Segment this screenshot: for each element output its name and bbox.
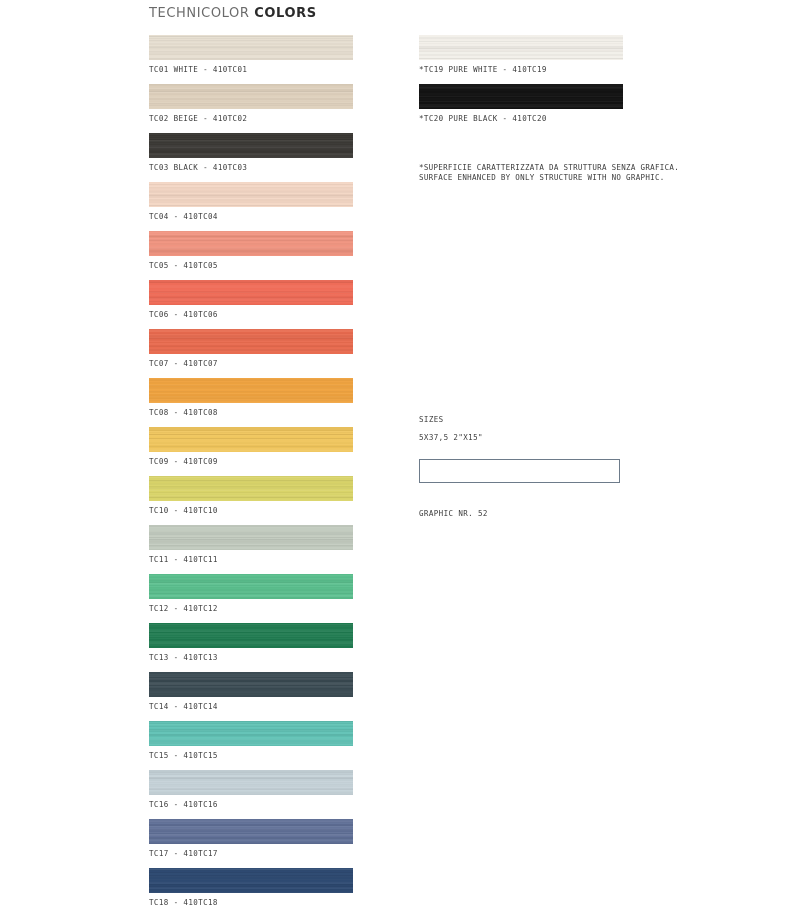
wood-grain-texture: [149, 476, 353, 501]
color-swatch[interactable]: [419, 84, 623, 109]
wood-grain-texture: [149, 378, 353, 403]
swatch-label: TC03 BLACK - 410TC03: [149, 163, 248, 172]
wood-grain-texture: [149, 427, 353, 452]
color-swatch[interactable]: [419, 35, 623, 60]
swatch-label: TC01 WHITE - 410TC01: [149, 65, 248, 74]
wood-grain-texture: [149, 672, 353, 697]
size-preview-box: [419, 459, 620, 483]
swatch-item[interactable]: [149, 819, 353, 868]
swatch-label: TC14 - 410TC14: [149, 702, 218, 711]
color-swatch[interactable]: [149, 476, 353, 501]
wood-grain-texture: [149, 868, 353, 893]
color-swatch[interactable]: [149, 35, 353, 60]
swatch-item[interactable]: [149, 280, 353, 329]
swatch-label: TC16 - 410TC16: [149, 800, 218, 809]
swatch-item[interactable]: [149, 476, 353, 525]
wood-grain-texture: [149, 721, 353, 746]
swatch-label: TC13 - 410TC13: [149, 653, 218, 662]
swatch-item[interactable]: [149, 378, 353, 427]
footnote-line-2: SURFACE ENHANCED BY ONLY STRUCTURE WITH NO GRAPHIC.: [419, 173, 665, 182]
left-swatch-column: [149, 35, 353, 917]
swatch-item[interactable]: [149, 133, 353, 182]
page-title-light: TECHNICOLOR: [149, 6, 255, 21]
swatch-item[interactable]: [149, 770, 353, 819]
swatch-label: TC06 - 410TC06: [149, 310, 218, 319]
swatch-label: TC08 - 410TC08: [149, 408, 218, 417]
color-swatch[interactable]: [149, 280, 353, 305]
swatch-label: TC07 - 410TC07: [149, 359, 218, 368]
wood-grain-texture: [419, 84, 623, 109]
wood-grain-texture: [149, 623, 353, 648]
color-swatch[interactable]: [149, 623, 353, 648]
swatch-item[interactable]: [419, 84, 623, 133]
swatch-label: TC04 - 410TC04: [149, 212, 218, 221]
swatch-item[interactable]: [149, 721, 353, 770]
page-title-bold: COLORS: [254, 6, 317, 21]
swatch-label: *TC19 PURE WHITE - 410TC19: [419, 65, 547, 74]
color-swatch[interactable]: [149, 525, 353, 550]
swatch-item[interactable]: [149, 84, 353, 133]
swatch-item[interactable]: [149, 427, 353, 476]
wood-grain-texture: [149, 231, 353, 256]
color-swatch[interactable]: [149, 84, 353, 109]
swatch-item[interactable]: [149, 231, 353, 280]
wood-grain-texture: [419, 35, 623, 60]
wood-grain-texture: [149, 84, 353, 109]
wood-grain-texture: [149, 35, 353, 60]
swatch-item[interactable]: [149, 574, 353, 623]
wood-grain-texture: [149, 574, 353, 599]
swatch-label: TC05 - 410TC05: [149, 261, 218, 270]
swatch-label: TC15 - 410TC15: [149, 751, 218, 760]
color-swatch[interactable]: [149, 770, 353, 795]
sizes-block: [419, 415, 639, 442]
swatch-label: TC10 - 410TC10: [149, 506, 218, 515]
swatch-item[interactable]: [149, 35, 353, 84]
color-swatch[interactable]: [149, 378, 353, 403]
swatch-item[interactable]: [149, 525, 353, 574]
swatch-label: TC18 - 410TC18: [149, 898, 218, 907]
wood-grain-texture: [149, 133, 353, 158]
color-swatch[interactable]: [149, 182, 353, 207]
wood-grain-texture: [149, 329, 353, 354]
swatch-label: TC17 - 410TC17: [149, 849, 218, 858]
swatch-item[interactable]: [419, 35, 623, 84]
color-swatch[interactable]: [149, 427, 353, 452]
swatch-item[interactable]: [149, 868, 353, 917]
swatch-label: *TC20 PURE BLACK - 410TC20: [419, 114, 547, 123]
color-swatch[interactable]: [149, 574, 353, 599]
wood-grain-texture: [149, 525, 353, 550]
swatch-label: TC09 - 410TC09: [149, 457, 218, 466]
wood-grain-texture: [149, 770, 353, 795]
wood-grain-texture: [149, 182, 353, 207]
page-title: [149, 6, 317, 21]
color-swatch[interactable]: [149, 868, 353, 893]
swatch-item[interactable]: [149, 623, 353, 672]
swatch-item[interactable]: [149, 672, 353, 721]
color-swatch[interactable]: [149, 721, 353, 746]
color-swatch[interactable]: [149, 133, 353, 158]
swatch-item[interactable]: [149, 329, 353, 378]
swatch-label: TC02 BEIGE - 410TC02: [149, 114, 248, 123]
color-swatch[interactable]: [149, 329, 353, 354]
wood-grain-texture: [149, 280, 353, 305]
graphic-number: GRAPHIC NR. 52: [419, 509, 488, 518]
right-swatch-column: [419, 35, 623, 133]
color-swatch[interactable]: [149, 672, 353, 697]
swatch-label: TC12 - 410TC12: [149, 604, 218, 613]
sizes-value: 5X37,5 2"X15": [419, 433, 483, 442]
swatch-label: TC11 - 410TC11: [149, 555, 218, 564]
color-swatch[interactable]: [149, 231, 353, 256]
wood-grain-texture: [149, 819, 353, 844]
color-swatch[interactable]: [149, 819, 353, 844]
footnote: [419, 163, 679, 183]
swatch-item[interactable]: [149, 182, 353, 231]
footnote-line-1: *SUPERFICIE CARATTERIZZATA DA STRUTTURA SENZA GRAFICA.: [419, 163, 680, 172]
sizes-title: SIZES: [419, 415, 444, 424]
